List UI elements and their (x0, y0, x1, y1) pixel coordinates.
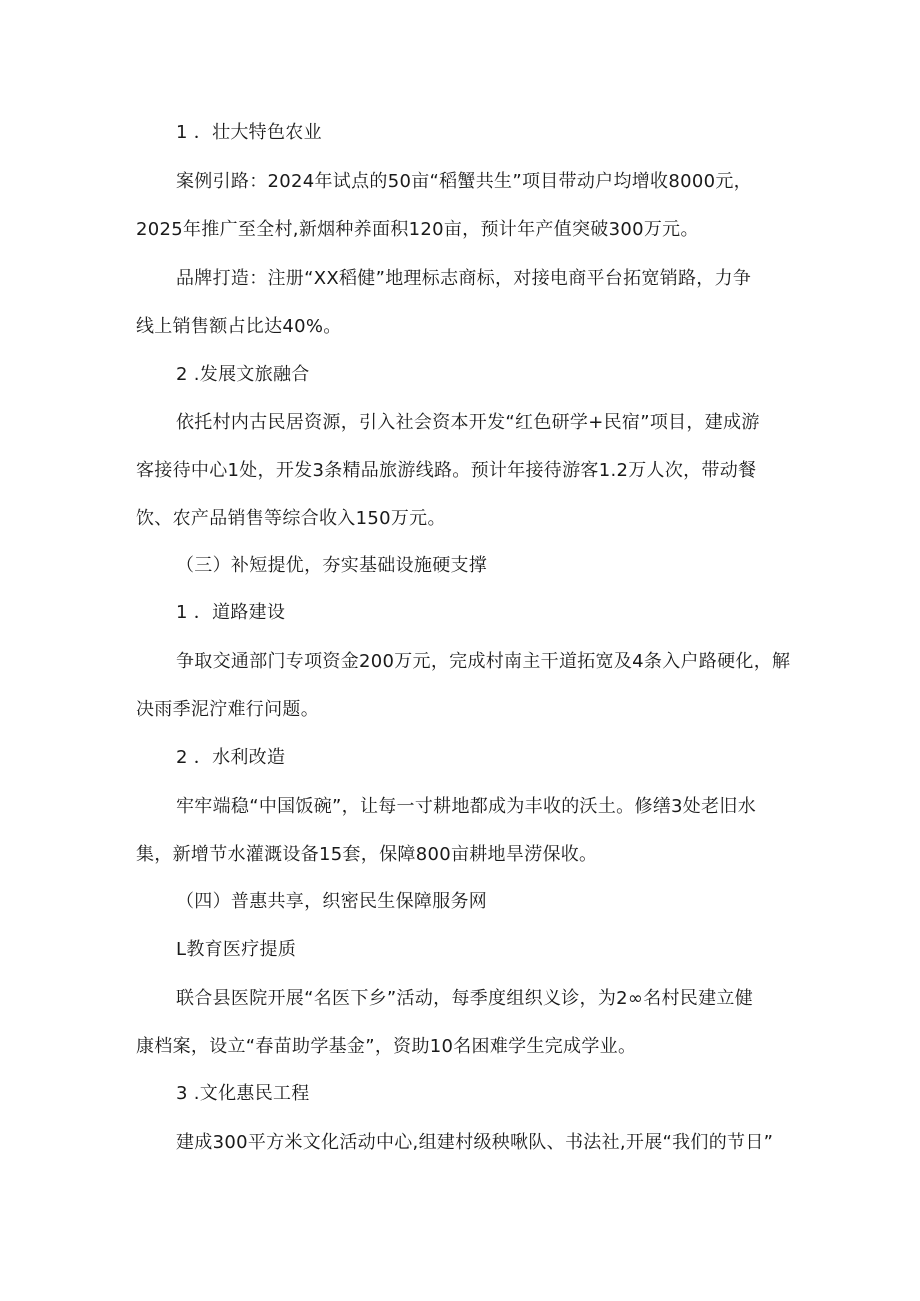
paragraph-brand-line-1: 品牌打造：注册“XX稻健”地理标志商标，对接电商平台拓宽销路，力争 (176, 268, 752, 289)
heading-1-special-agriculture: 1 ．壮大特色农业 (176, 122, 322, 143)
paragraph-tourism-line-1: 依托村内古民居资源，引入社会资本开发“红色研学+民宿”项目，建成游 (176, 412, 760, 433)
heading-2-water-conservancy: 2 ．水利改造 (176, 747, 286, 768)
heading-3-culture-project: 3 .文化惠民工程 (176, 1083, 310, 1104)
paragraph-brand-line-2: 线上销售额占比达40%。 (136, 316, 342, 337)
section-heading-livelihood: （四）普惠共享，织密民生保障服务网 (176, 891, 488, 912)
paragraph-water-line-2: 集，新增节水灌溉设备15套，保障800亩耕地旱涝保收。 (136, 844, 598, 865)
paragraph-water-line-1: 牢牢端稳“中国饭碗”，让每一寸耕地都成为丰收的沃土。修缮3处老旧水 (176, 796, 756, 817)
paragraph-case-line-2: 2025年推广至全村,新烟种养面积120亩，预计年产值突破300万元。 (136, 219, 699, 240)
paragraph-road-line-2: 决雨季泥泞难行问题。 (136, 699, 319, 720)
paragraph-medical-line-2: 康档案，设立“春苗助学基金”，资助10名困难学生完成学业。 (136, 1036, 637, 1057)
heading-education-medical: L教育医疗提质 (176, 939, 297, 960)
paragraph-culture-line-1: 建成300平方米文化活动中心,组建村级秧啾队、书法社,开展“我们的节日” (176, 1132, 774, 1153)
paragraph-tourism-line-2: 客接待中心1处，开发3条精品旅游线路。预计年接待游客1.2万人次，带动餐 (136, 460, 757, 481)
paragraph-tourism-line-3: 饮、农产品销售等综合收入150万元。 (136, 508, 446, 529)
paragraph-road-line-1: 争取交通部门专项资金200万元，完成村南主干道拓宽及4条入户路硬化，解 (176, 651, 791, 672)
paragraph-medical-line-1: 联合县医院开展“名医下乡”活动，每季度组织义诊，为2∞名村民建立健 (176, 988, 753, 1009)
heading-2-culture-tourism: 2 .发展文旅融合 (176, 364, 310, 385)
paragraph-case-line-1: 案例引路：2024年试点的50亩“稻蟹共生”项目带动户均增收8000元， (176, 171, 752, 192)
heading-1-road-construction: 1 ．道路建设 (176, 602, 286, 623)
section-heading-infrastructure: （三）补短提优，夯实基础设施硬支撑 (176, 555, 488, 576)
